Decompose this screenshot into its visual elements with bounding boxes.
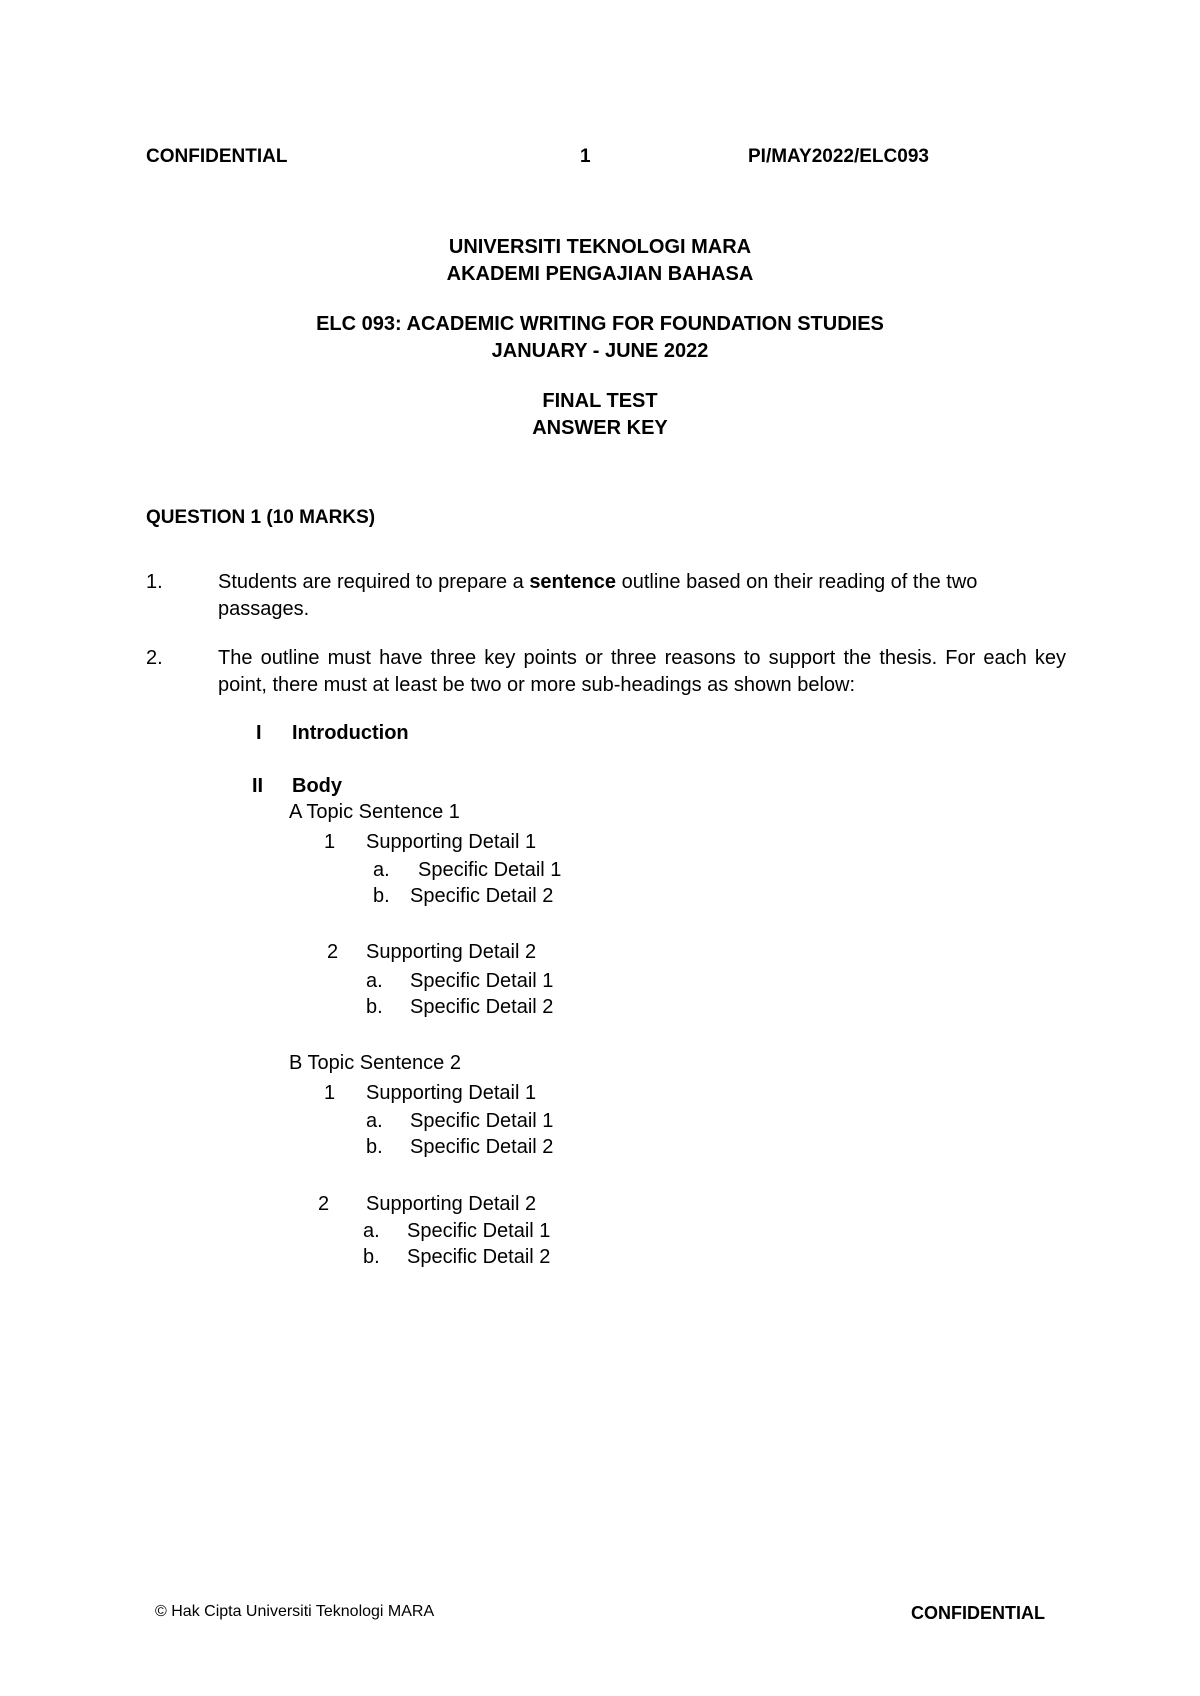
outline-a1b-letter: b. <box>373 885 390 907</box>
outline-intro-label: Introduction <box>292 722 409 744</box>
exam-block <box>0 388 1200 442</box>
item-number: 1. <box>146 571 163 593</box>
exam-title: FINAL TEST <box>542 390 658 412</box>
outline-b1b-letter: b. <box>366 1136 383 1158</box>
outline-a2-number: 2 <box>327 941 339 963</box>
university-name: UNIVERSITI TEKNOLOGI MARA <box>448 236 752 258</box>
outline-a2-label: Supporting Detail 2 <box>366 941 537 963</box>
institution-block <box>0 234 1200 288</box>
header-page-number: 1 <box>580 146 591 167</box>
outline-a1b-label: Specific Detail 2 <box>410 885 554 907</box>
instruction-item-1 <box>146 569 1066 623</box>
outline-a1a-label: Specific Detail 1 <box>418 859 562 881</box>
outline-b2b-letter: b. <box>363 1246 380 1268</box>
course-block <box>0 311 1200 365</box>
course-title: ELC 093: ACADEMIC WRITING FOR FOUNDATION STUDIES <box>316 313 884 335</box>
outline-a2b-label: Specific Detail 2 <box>410 996 554 1018</box>
footer-copyright: © Hak Cipta Universiti Teknologi MARA <box>155 1603 435 1620</box>
outline-body-numeral: II <box>252 775 264 797</box>
course-session: JANUARY - JUNE 2022 <box>491 340 709 362</box>
outline-b2-number: 2 <box>318 1193 330 1215</box>
instruction-item-2 <box>146 645 1066 699</box>
item-number: 2. <box>146 647 163 669</box>
exam-subtitle: ANSWER KEY <box>532 417 668 439</box>
header-confidential: CONFIDENTIAL <box>146 146 288 167</box>
academy-name: AKADEMI PENGAJIAN BAHASA <box>446 263 754 285</box>
item-text: The outline must have three key points or three reasons to support the thesis. For each key point, there must at least be two or more sub-headings as shown below: <box>218 647 1066 696</box>
outline-body-label: Body <box>292 775 342 797</box>
outline-intro-numeral: I <box>256 722 262 744</box>
outline-b2a-letter: a. <box>363 1220 380 1242</box>
question-title: QUESTION 1 (10 MARKS) <box>146 507 376 528</box>
item-text: Students are required to prepare a sentence outline based on their reading of the two passages. <box>218 571 978 620</box>
outline-a2a-label: Specific Detail 1 <box>410 970 554 992</box>
outline-topic-b: B Topic Sentence 2 <box>289 1052 461 1074</box>
outline-a2a-letter: a. <box>366 970 383 992</box>
outline-a2b-letter: b. <box>366 996 383 1018</box>
outline-b1-number: 1 <box>324 1082 336 1104</box>
outline-a1-number: 1 <box>324 831 336 853</box>
outline-a1-label: Supporting Detail 1 <box>366 831 537 853</box>
emphasis-sentence: sentence <box>529 571 617 593</box>
header-paper-code: PI/MAY2022/ELC093 <box>748 146 929 167</box>
outline-b2-label: Supporting Detail 2 <box>366 1193 537 1215</box>
footer-confidential: CONFIDENTIAL <box>911 1603 1045 1623</box>
outline-topic-a: A Topic Sentence 1 <box>289 801 460 823</box>
outline-b1a-label: Specific Detail 1 <box>410 1110 554 1132</box>
outline-b1-label: Supporting Detail 1 <box>366 1082 537 1104</box>
outline-b1a-letter: a. <box>366 1110 383 1132</box>
outline-b2a-label: Specific Detail 1 <box>407 1220 551 1242</box>
outline-b1b-label: Specific Detail 2 <box>410 1136 554 1158</box>
outline-a1a-letter: a. <box>373 859 390 881</box>
outline-b2b-label: Specific Detail 2 <box>407 1246 551 1268</box>
